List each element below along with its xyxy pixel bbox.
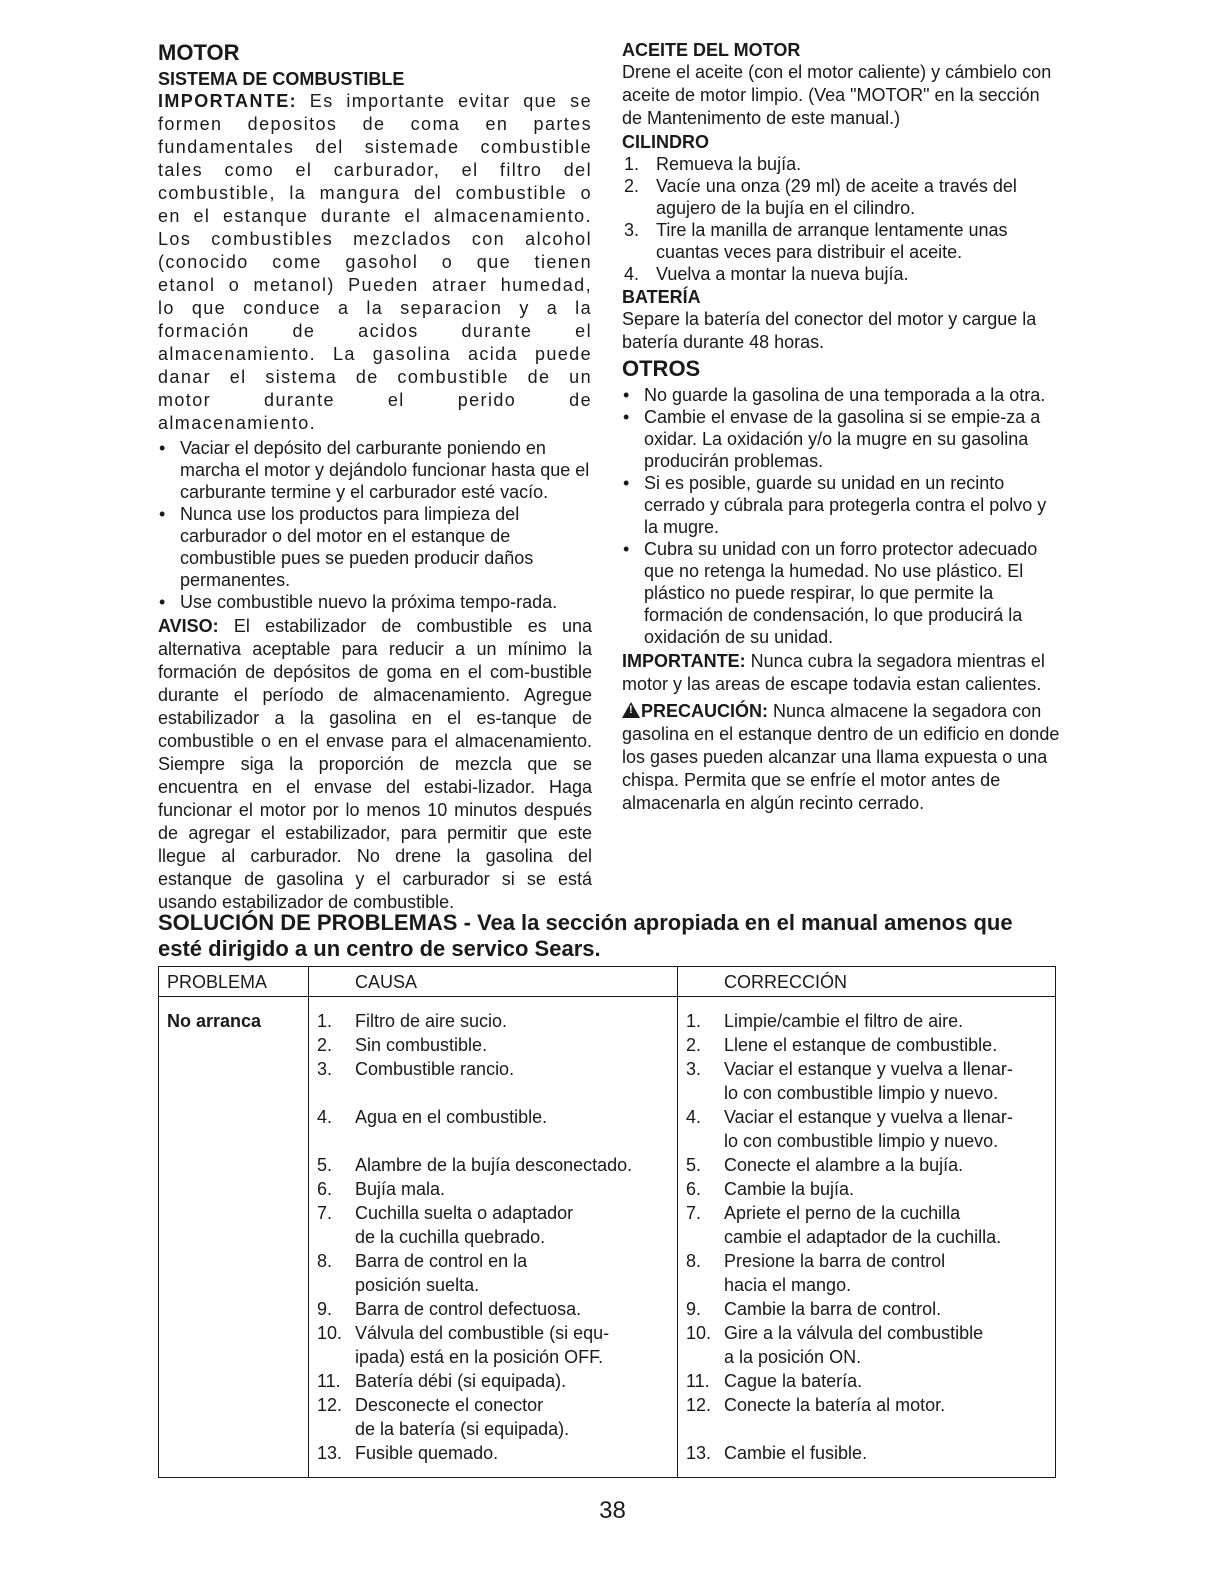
cause-item: 9. Barra de control defectuosa. [317, 1299, 582, 1319]
cause-item: 11. Batería débi (si equipada). [317, 1371, 567, 1391]
cause-cell [317, 1009, 672, 1465]
cause-list [317, 1009, 672, 1465]
bullet-icon: • [623, 473, 630, 493]
aviso-paragraph [158, 615, 592, 914]
subheading-engine-oil: ACEITE DEL MOTOR [622, 40, 801, 60]
column-header-correccion: CORRECCIÓN [724, 972, 848, 992]
importante-text: Es importante evitar que se formen depositos de coma en partes fundamentales del sistemade combustible tales como el carburador, el filtro del combustible, la mangura del combustible o en el estanque durante el almacenamiento. Los combustibles mezclados con alcohol (conocido come gasohol o que tienen etanol o metanol) Pueden atraer humedad, lo que conduce a la separacion y a la formación de acidos durante el almacenamiento. La gasolina acida puede danar el sistema de combustible de un motor durante el perido de almacenamiento. [158, 91, 592, 433]
bullet-icon: • [159, 438, 166, 458]
aviso-label: AVISO: [158, 616, 219, 636]
warning-triangle-icon: ! [622, 702, 640, 718]
engine-oil-text: Drene el aceite (con el motor caliente) y cámbielo con aceite de motor limpio. (Vea "MOTOR" en la sección de Mantenimento de este manual.) [622, 62, 1052, 128]
fix-item: 1. Limpie/cambie el filtro de aire. [686, 1011, 964, 1031]
fix-item: 8. Presione la barra de control hacia el mango. [686, 1251, 946, 1295]
list-item: 1. Remueva la bujía. [624, 154, 802, 174]
bullet-icon: • [623, 385, 630, 405]
bullet-icon: • [159, 504, 166, 524]
otros-bullet-list [622, 384, 1062, 648]
bullet-icon: • [159, 592, 166, 612]
fix-item: 12. Conecte la batería al motor. [686, 1395, 946, 1415]
importante-label: IMPORTANTE: [622, 651, 746, 671]
cause-item: 3. Combustible rancio. [317, 1059, 515, 1079]
fix-item: 2. Llene el estanque de combustible. [686, 1035, 998, 1055]
troubleshooting-section [158, 910, 1058, 1478]
fix-item: 13. Cambie el fusible. [686, 1443, 868, 1463]
importante-note: IMPORTANTE: Nunca cubra la segadora mientras el motor y las areas de escape todavia estan calientes. [622, 651, 1045, 694]
section-heading-otros: OTROS [622, 356, 701, 381]
cause-item: 8. Barra de control en la posición suelta. [317, 1251, 528, 1295]
subheading-fuel-system: SISTEMA DE COMBUSTIBLE [158, 69, 405, 89]
list-item: 2. Vacíe una onza (29 ml) de aceite a través del agujero de la bujía en el cilindro. [624, 176, 1017, 218]
fix-item: 3. Vaciar el estanque y vuelva a llenar- lo con combustible limpio y nuevo. [686, 1059, 1013, 1103]
troubleshooting-heading: SOLUCIÓN DE PROBLEMAS - Vea la sección apropiada en el manual amenos que esté dirigido a un centro de servico Sears. [158, 910, 1013, 961]
subheading-cylinder: CILINDRO [622, 132, 709, 152]
importante-paragraph [158, 90, 592, 435]
list-item: • Nunca use los productos para limpieza del carburador o del motor en el estanque de combustible pues se pueden producir daños permanentes. [159, 504, 534, 590]
fix-item: 11. Cague la batería. [686, 1371, 863, 1391]
subheading-battery: BATERÍA [622, 287, 701, 307]
fix-item: 6. Cambie la bujía. [686, 1179, 855, 1199]
fuel-bullet-list [158, 437, 592, 613]
page-number: 38 [599, 1497, 626, 1524]
column-header-causa: CAUSA [355, 972, 418, 992]
cause-item: 6. Bujía mala. [317, 1179, 446, 1199]
cause-item: 7. Cuchilla suelta o adaptador de la cuchilla quebrado. [317, 1203, 574, 1247]
list-item: 3. Tire la manilla de arranque lentamente unas cuantas veces para distribuir el aceite. [624, 220, 1008, 262]
column-divider [677, 967, 678, 1477]
list-item: • Use combustible nuevo la próxima tempo-rada. [159, 592, 558, 612]
cause-item: 1. Filtro de aire sucio. [317, 1011, 508, 1031]
precaucion-label: PRECAUCIÓN: [641, 701, 769, 721]
fix-item: 10. Gire a la válvula del combustible a la posición ON. [686, 1323, 984, 1367]
fix-list [686, 1009, 1051, 1465]
list-item: • Cambie el envase de la gasolina si se empie-za a oxidar. La oxidación y/o la mugre en su gasolina producirán problemas. [623, 407, 1041, 471]
left-column [158, 40, 592, 914]
section-heading-motor: MOTOR [158, 40, 240, 65]
list-item: 4. Vuelva a montar la nueva bujía. [624, 264, 909, 284]
cylinder-steps [622, 153, 1062, 285]
cause-item: 4. Agua en el combustible. [317, 1107, 548, 1127]
cause-item: 5. Alambre de la bujía desconectado. [317, 1155, 633, 1175]
list-item: • Cubra su unidad con un forro protector adecuado que no retenga la humedad. No use plástico. El plástico no puede respirar, lo que permite la formación de condensación, lo que producirá la oxidación de su unidad. [623, 539, 1038, 647]
problem-cell: No arranca [167, 1011, 262, 1031]
cause-item: 12. Desconecte el conector de la batería (si equipada). [317, 1395, 570, 1439]
fix-item: 9. Cambie la barra de control. [686, 1299, 942, 1319]
list-item: • Si es posible, guarde su unidad en un recinto cerrado y cúbrala para protegerla contra el polvo y la mugre. [623, 473, 1047, 537]
column-divider [308, 967, 309, 1477]
battery-text: Separe la batería del conector del motor y cargue la batería durante 48 horas. [622, 309, 1037, 352]
aviso-text: El estabilizador de combustible es una alternativa aceptable para reducir a un mínimo la formación de depósitos de goma en el com-bustible durante el período de almacenamiento. Agregue estabilizador a la gasolina en el es-tanque de combustible o en el envase para el almacenamiento. Siempre siga la proporción de mezcla que se encuentra en el envase del estabi-lizador. Haga funcionar el motor por lo menos 10 minutos después de agregar el estabilizador, para permitir que este llegue al carburador. No drene la gasolina del estanque de gasolina y el carburador si se está usando estabilizador de combustible. [158, 616, 592, 912]
fix-item: 7. Apriete el perno de la cuchilla cambie el adaptador de la cuchilla. [686, 1203, 1002, 1247]
fix-item: 5. Conecte el alambre a la bujía. [686, 1155, 964, 1175]
header-divider [159, 996, 1055, 997]
bullet-icon: • [623, 539, 630, 559]
fix-cell [686, 1009, 1051, 1465]
fix-item: 4. Vaciar el estanque y vuelva a llenar- lo con combustible limpio y nuevo. [686, 1107, 1013, 1151]
column-header-problema: PROBLEMA [167, 972, 268, 992]
cause-item: 2. Sin combustible. [317, 1035, 488, 1055]
troubleshooting-table [158, 966, 1056, 1478]
cause-item: 10. Válvula del combustible (si equ- ipada) está en la posición OFF. [317, 1323, 610, 1367]
cause-item: 13. Fusible quemado. [317, 1443, 499, 1463]
right-column [622, 40, 1062, 815]
precaucion-note: ! PRECAUCIÓN: Nunca almacene la segadora con gasolina en el estanque dentro de un edificio en donde los gases pueden alcanzar una llama expuesta o una chispa. Permita que se enfríe el motor antes de almacenarla en algún recinto cerrado. [622, 701, 1060, 813]
list-item: • No guarde la gasolina de una temporada a la otra. [623, 385, 1046, 405]
bullet-icon: • [623, 407, 630, 427]
importante-label: IMPORTANTE: [158, 91, 298, 111]
list-item: • Vaciar el depósito del carburante poniendo en marcha el motor y dejándolo funcionar hasta que el carburante termine y el carburador esté vacío. [159, 438, 590, 502]
